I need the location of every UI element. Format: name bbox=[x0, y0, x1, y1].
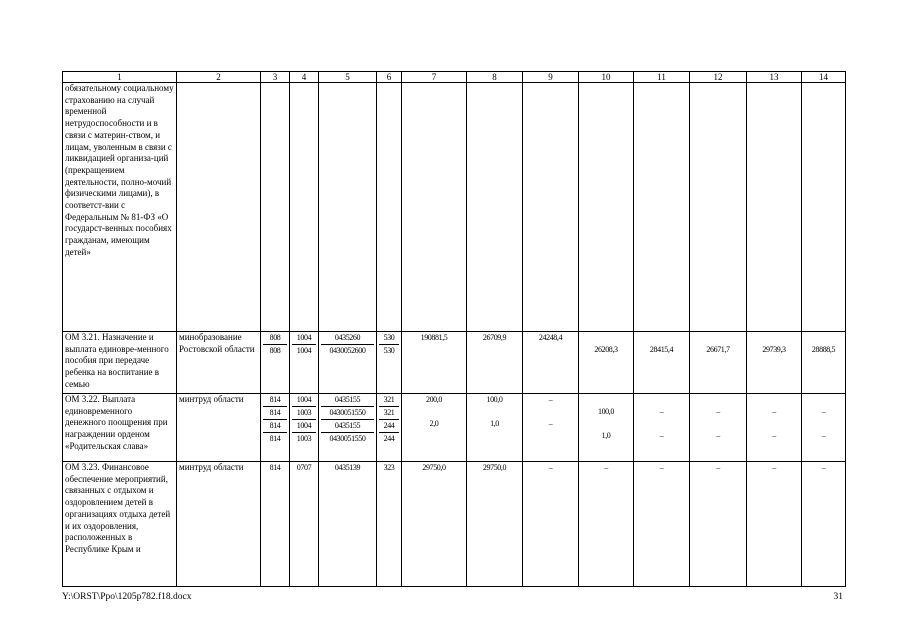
value-line: 2,0 bbox=[429, 419, 439, 428]
value-cell bbox=[377, 83, 402, 332]
value-line: – bbox=[716, 463, 720, 472]
value-line bbox=[804, 394, 843, 406]
value-line bbox=[404, 344, 464, 356]
value-cell bbox=[634, 83, 690, 332]
value-line: 244 bbox=[379, 419, 399, 432]
value-cell bbox=[579, 462, 634, 587]
value-line: – bbox=[772, 463, 776, 472]
value-line bbox=[404, 406, 464, 418]
value-cell bbox=[467, 332, 523, 394]
header-cell: 13 bbox=[747, 72, 802, 83]
value-line: 808 bbox=[269, 333, 281, 342]
value-line: 321 bbox=[383, 395, 395, 404]
value-line: – bbox=[548, 463, 553, 472]
value-line: – bbox=[821, 407, 826, 416]
value-line: 26208,3 bbox=[594, 345, 618, 354]
header-cell: 1 bbox=[63, 72, 177, 83]
value-line bbox=[692, 418, 744, 430]
value-line: – bbox=[772, 431, 776, 440]
value-line bbox=[692, 394, 744, 406]
value-cell bbox=[579, 83, 634, 332]
value-cell bbox=[261, 332, 290, 394]
value-cell bbox=[261, 462, 290, 587]
value-cell bbox=[467, 462, 523, 587]
value-line: 814 bbox=[263, 432, 287, 445]
value-line: 0435139 bbox=[334, 463, 361, 472]
value-cell bbox=[467, 394, 523, 462]
value-cell bbox=[634, 394, 690, 462]
value-line: 814 bbox=[269, 395, 281, 404]
value-line: 0430052600 bbox=[321, 344, 374, 357]
footer-page-number: 31 bbox=[833, 592, 843, 602]
value-cell bbox=[290, 83, 319, 332]
value-line: 1003 bbox=[292, 406, 316, 419]
header-cell: 10 bbox=[579, 72, 634, 83]
value-line: 814 bbox=[263, 419, 287, 432]
value-line: 0435155 bbox=[334, 395, 361, 404]
value-line: 0435260 bbox=[334, 333, 361, 342]
value-cell bbox=[319, 462, 377, 587]
responsible-org: минтруд области bbox=[177, 394, 261, 462]
value-line: – bbox=[548, 395, 553, 404]
table-row bbox=[63, 462, 846, 587]
value-cell bbox=[290, 332, 319, 394]
header-cell: 9 bbox=[523, 72, 579, 83]
value-cell bbox=[634, 332, 690, 394]
value-cell bbox=[467, 83, 523, 332]
header-cell: 4 bbox=[290, 72, 319, 83]
value-cell bbox=[523, 394, 579, 462]
table-row bbox=[63, 394, 846, 462]
value-cell bbox=[802, 83, 846, 332]
value-line: 814 bbox=[269, 463, 281, 472]
measure-name: ОМ 3.22. Выплата единовременного денежного поощрения при награждении орденом «Родительская слава» bbox=[63, 394, 177, 462]
value-line: 808 bbox=[263, 344, 287, 357]
value-line: 190881,5 bbox=[420, 333, 448, 342]
value-line bbox=[636, 332, 687, 344]
value-line: 28415,4 bbox=[649, 345, 674, 354]
value-line bbox=[692, 332, 744, 344]
value-cell bbox=[690, 332, 747, 394]
value-line: 24248,4 bbox=[538, 333, 563, 342]
value-line bbox=[469, 344, 520, 356]
value-cell bbox=[377, 394, 402, 462]
value-line: 29739,3 bbox=[762, 345, 786, 354]
header-cell: 6 bbox=[377, 72, 402, 83]
value-cell bbox=[523, 462, 579, 587]
table-row bbox=[63, 83, 846, 332]
header-cell: 14 bbox=[802, 72, 846, 83]
header-cell: 3 bbox=[261, 72, 290, 83]
responsible-org: минобразование Ростовской области bbox=[177, 332, 261, 394]
value-cell bbox=[523, 332, 579, 394]
value-cell bbox=[579, 394, 634, 462]
header-cell: 11 bbox=[634, 72, 690, 83]
value-line: 200,0 bbox=[425, 395, 442, 404]
value-cell bbox=[802, 462, 846, 587]
value-cell bbox=[402, 83, 467, 332]
value-cell bbox=[290, 394, 319, 462]
value-line bbox=[469, 406, 520, 418]
header-cell: 5 bbox=[319, 72, 377, 83]
value-line bbox=[525, 344, 576, 356]
value-cell bbox=[319, 83, 377, 332]
value-cell bbox=[802, 394, 846, 462]
value-line: 1004 bbox=[296, 333, 312, 342]
value-line: 1004 bbox=[292, 419, 316, 432]
value-cell bbox=[319, 394, 377, 462]
header-row bbox=[63, 72, 846, 83]
value-line bbox=[525, 430, 576, 442]
value-line: 0430051550 bbox=[321, 406, 374, 419]
value-line: 323 bbox=[383, 463, 395, 472]
value-line: 0435155 bbox=[321, 419, 374, 432]
value-cell bbox=[690, 394, 747, 462]
value-line bbox=[636, 418, 687, 430]
header-cell: 12 bbox=[690, 72, 747, 83]
value-line: 530 bbox=[383, 333, 395, 342]
value-line: 0430051550 bbox=[321, 432, 374, 445]
footer-file-path: Y:\ORST\Ppo\1205p782.f18.docx bbox=[62, 592, 192, 602]
value-cell bbox=[377, 462, 402, 587]
value-line: 1,0 bbox=[490, 419, 499, 428]
value-cell bbox=[261, 83, 290, 332]
value-line: 321 bbox=[379, 406, 399, 419]
value-line: – bbox=[659, 463, 664, 472]
value-line: 100,0 bbox=[486, 395, 503, 404]
value-cell bbox=[290, 462, 319, 587]
value-line: 814 bbox=[263, 406, 287, 419]
value-line bbox=[804, 332, 843, 344]
value-cell bbox=[377, 332, 402, 394]
value-line bbox=[404, 430, 464, 442]
value-line: 1003 bbox=[292, 432, 316, 445]
value-line: – bbox=[548, 419, 553, 428]
value-cell bbox=[747, 332, 802, 394]
value-line: 100,0 bbox=[597, 407, 614, 416]
value-line bbox=[581, 394, 631, 406]
value-cell bbox=[690, 83, 747, 332]
value-cell bbox=[747, 462, 802, 587]
value-cell bbox=[402, 394, 467, 462]
measure-name: обязательному социальному страхованию на случай временной нетрудоспособности и в связи с материн-ством, и лицам, уволенным в связи с ликвидацией организа-ций (прекращением деятельности, полно-мочий физическими лицами), в соответст-вии с Федеральным № 81-ФЗ «О государст-венных пособиях гражданам, имеющим детей» bbox=[63, 83, 177, 332]
budget-table bbox=[62, 71, 846, 587]
table-row bbox=[63, 332, 846, 394]
value-line bbox=[804, 418, 843, 430]
value-line: 1004 bbox=[292, 344, 316, 357]
value-cell bbox=[523, 83, 579, 332]
header-cell: 8 bbox=[467, 72, 523, 83]
value-line: 29750,0 bbox=[422, 463, 446, 472]
value-line: – bbox=[716, 407, 720, 416]
value-line bbox=[525, 406, 576, 418]
value-line: – bbox=[659, 431, 664, 440]
value-line bbox=[749, 418, 799, 430]
value-line: 26671,7 bbox=[706, 345, 730, 354]
value-line: 26709,9 bbox=[482, 333, 507, 342]
value-cell bbox=[579, 332, 634, 394]
responsible-org: минтруд области bbox=[177, 462, 261, 587]
value-line: 244 bbox=[379, 432, 399, 445]
header-cell: 7 bbox=[402, 72, 467, 83]
header-cell: 2 bbox=[177, 72, 261, 83]
value-line bbox=[469, 430, 520, 442]
value-line: 1004 bbox=[296, 395, 312, 404]
value-line bbox=[749, 332, 799, 344]
value-cell bbox=[747, 83, 802, 332]
value-line: 0707 bbox=[296, 463, 312, 472]
value-cell bbox=[319, 332, 377, 394]
value-line: – bbox=[604, 463, 608, 472]
value-line: – bbox=[772, 407, 776, 416]
value-line bbox=[581, 332, 631, 344]
measure-name: ОМ 3.21. Назначение и выплата единовре-менного пособия при передаче ребенка на воспитание в семью bbox=[63, 332, 177, 394]
value-line: – bbox=[716, 431, 720, 440]
value-line bbox=[749, 394, 799, 406]
value-line: 530 bbox=[379, 344, 399, 357]
measure-name: ОМ 3.23. Финансовое обеспечение мероприятий, связанных с отдыхом и оздоровлением детей в организациях отдыха детей и их оздоровления, расположенных в Республике Крым и bbox=[63, 462, 177, 587]
value-line: – bbox=[659, 407, 664, 416]
responsible-org bbox=[177, 83, 261, 332]
value-line bbox=[636, 394, 687, 406]
value-cell bbox=[802, 332, 846, 394]
value-line: 1,0 bbox=[601, 431, 611, 440]
value-cell bbox=[402, 462, 467, 587]
value-line: 29750,0 bbox=[482, 463, 507, 472]
value-line: – bbox=[821, 463, 826, 472]
value-cell bbox=[261, 394, 290, 462]
value-line bbox=[581, 418, 631, 430]
value-cell bbox=[402, 332, 467, 394]
value-line: – bbox=[821, 431, 826, 440]
value-cell bbox=[634, 462, 690, 587]
value-cell bbox=[690, 462, 747, 587]
value-cell bbox=[747, 394, 802, 462]
value-line: 28888,5 bbox=[811, 345, 836, 354]
